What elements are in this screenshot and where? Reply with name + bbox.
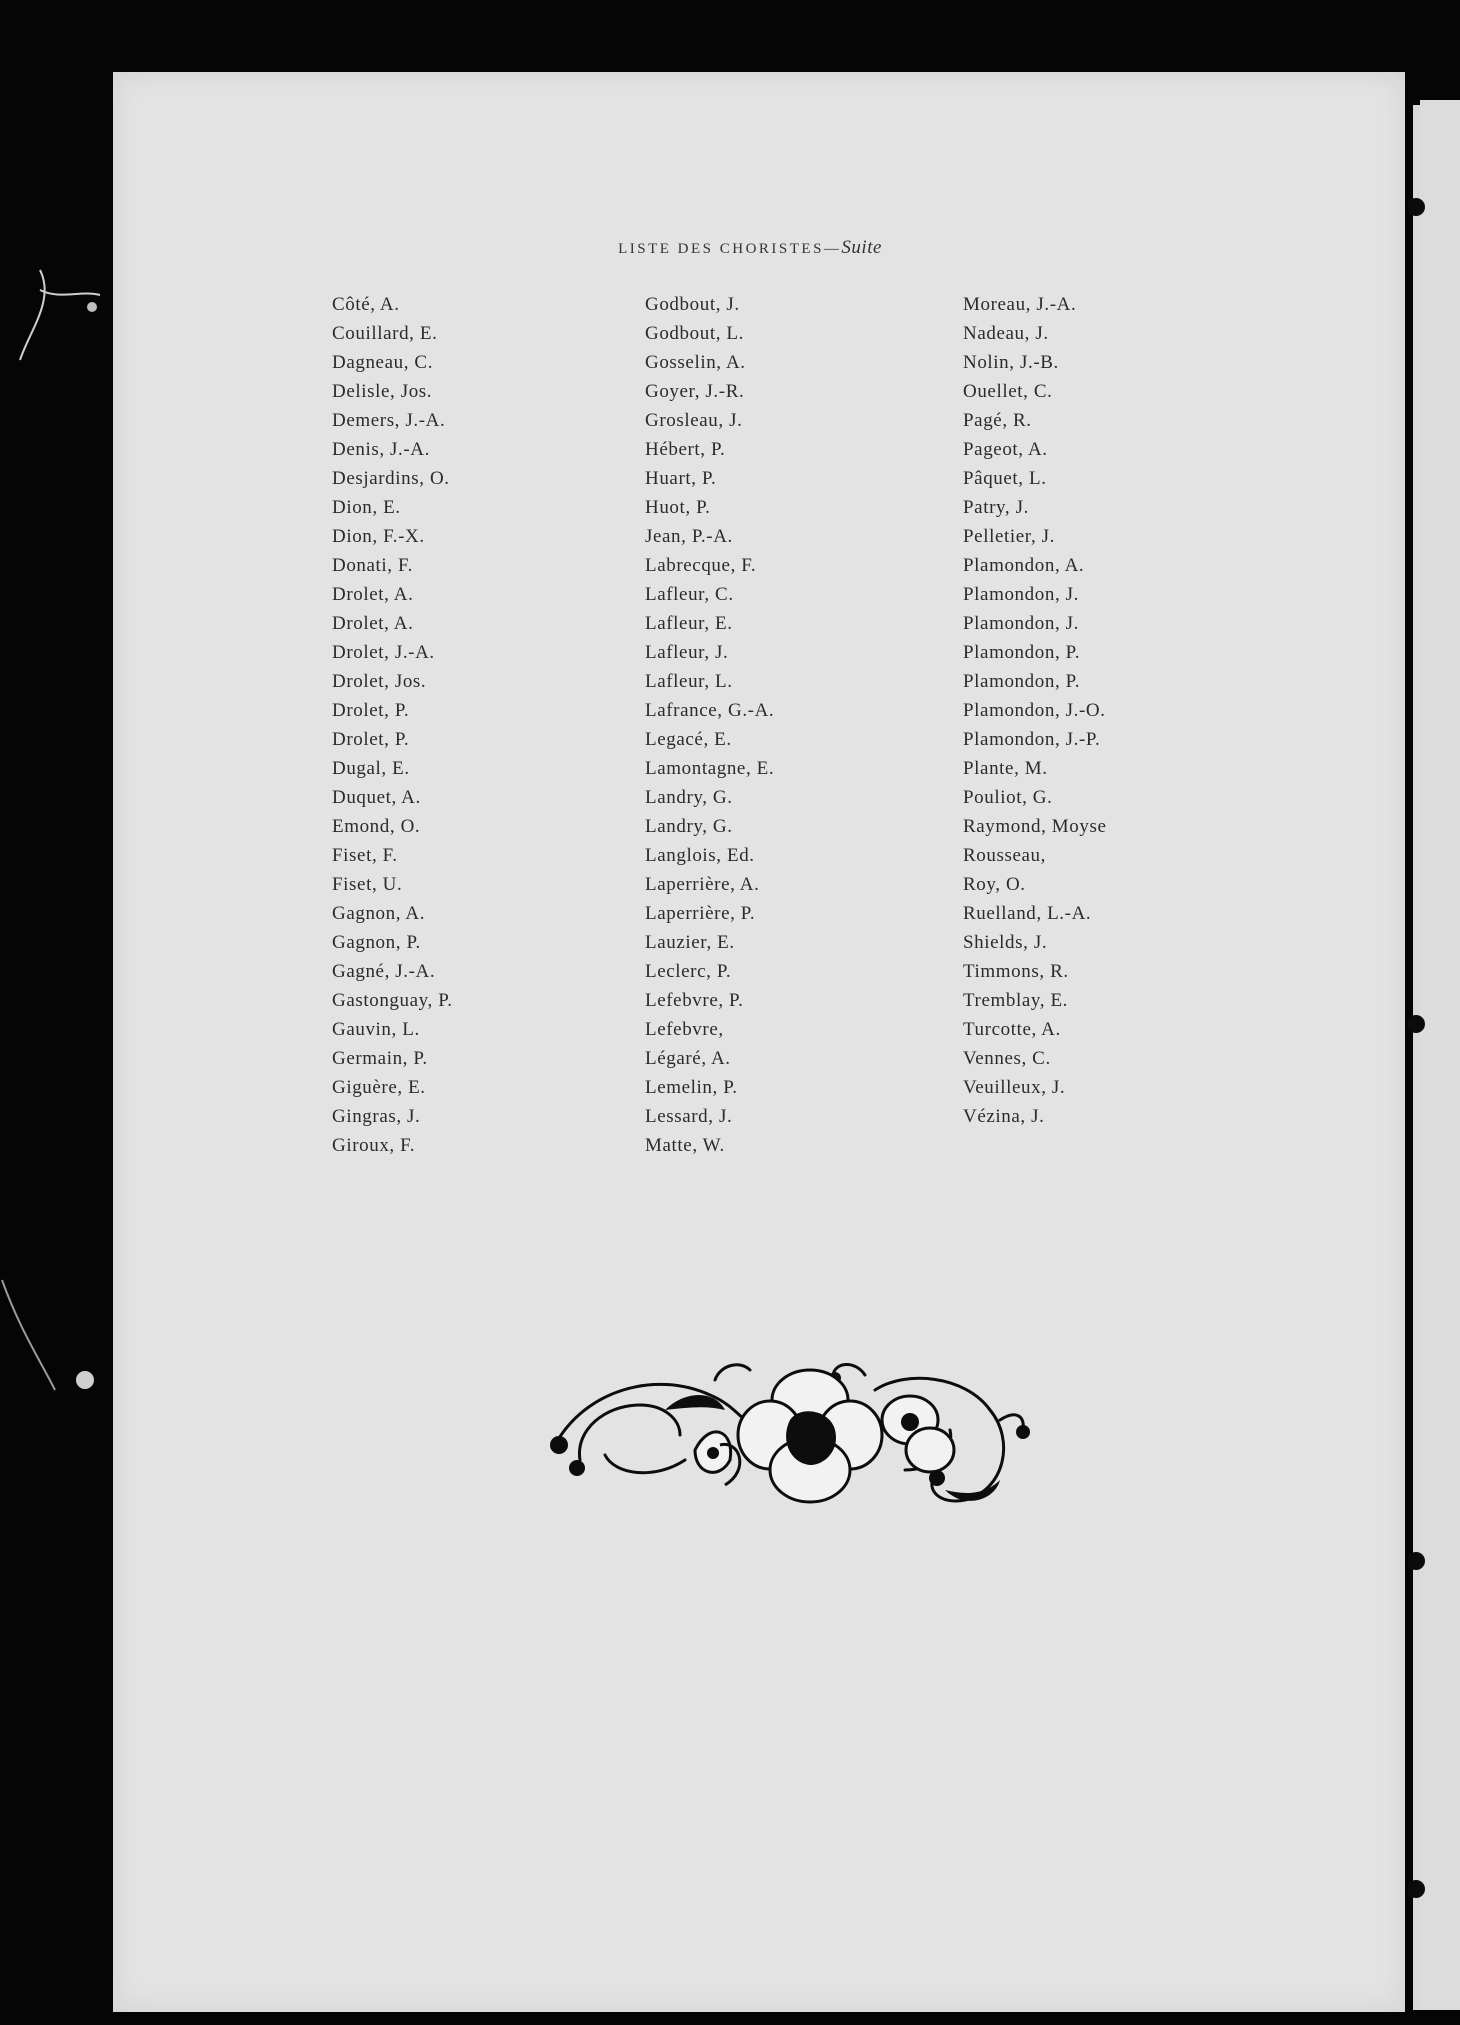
- chorister-name: Lafleur, J.: [645, 642, 729, 663]
- chorister-name: Dugal, E.: [332, 758, 410, 779]
- chorister-name: Labrecque, F.: [645, 555, 757, 576]
- chorister-name: Plante, M.: [963, 758, 1048, 779]
- chorister-name: Germain, P.: [332, 1048, 428, 1069]
- chorister-name: Dion, F.-X.: [332, 526, 425, 547]
- header-title: LISTE DES CHORISTES: [618, 241, 824, 257]
- chorister-name: Matte, W.: [645, 1135, 725, 1156]
- chorister-name: Drolet, P.: [332, 700, 410, 721]
- chorister-name: Plamondon, P.: [963, 671, 1081, 692]
- floral-pansy-ornament-icon: [545, 1350, 1035, 1525]
- chorister-name: Fiset, F.: [332, 845, 398, 866]
- chorister-name: Moreau, J.-A.: [963, 294, 1077, 315]
- chorister-name: Gagnon, P.: [332, 932, 421, 953]
- chorister-name: Lafleur, E.: [645, 613, 733, 634]
- chorister-name: Langlois, Ed.: [645, 845, 755, 866]
- chorister-name: Pageot, A.: [963, 439, 1048, 460]
- chorister-name: Landry, G.: [645, 816, 733, 837]
- chorister-name: Gagnon, A.: [332, 903, 426, 924]
- chorister-name: Gastonguay, P.: [332, 990, 453, 1011]
- chorister-name: Shields, J.: [963, 932, 1048, 953]
- binding-dot: [1407, 1552, 1425, 1570]
- chorister-name: Plamondon, A.: [963, 555, 1085, 576]
- chorister-name: Ruelland, L.-A.: [963, 903, 1092, 924]
- chorister-name: Lessard, J.: [645, 1106, 733, 1127]
- chorister-name: Veuilleux, J.: [963, 1077, 1066, 1098]
- chorister-name: Plamondon, J.-P.: [963, 729, 1101, 750]
- chorister-name: Côté, A.: [332, 294, 400, 315]
- chorister-name: Plamondon, J.: [963, 613, 1080, 634]
- chorister-name: Plamondon, J.: [963, 584, 1080, 605]
- chorister-name: Plamondon, J.-O.: [963, 700, 1106, 721]
- chorister-name: Patry, J.: [963, 497, 1029, 518]
- chorister-name: Plamondon, P.: [963, 642, 1081, 663]
- chorister-name: Dion, E.: [332, 497, 401, 518]
- chorister-name: Ouellet, C.: [963, 381, 1053, 402]
- chorister-name: Nadeau, J.: [963, 323, 1049, 344]
- binding-line: [1413, 105, 1420, 2010]
- header-suite: Suite: [841, 237, 882, 258]
- chorister-name: Vennes, C.: [963, 1048, 1051, 1069]
- chorister-name: Delisle, Jos.: [332, 381, 433, 402]
- chorister-name: Drolet, A.: [332, 584, 414, 605]
- chorister-name: Pâquet, L.: [963, 468, 1047, 489]
- chorister-name: Goyer, J.-R.: [645, 381, 745, 402]
- chorister-name: Demers, J.-A.: [332, 410, 446, 431]
- chorister-name: Roy, O.: [963, 874, 1026, 895]
- chorister-name: Giroux, F.: [332, 1135, 416, 1156]
- chorister-name: Rousseau,: [963, 845, 1046, 866]
- chorister-name: Couillard, E.: [332, 323, 438, 344]
- header-separator: —: [823, 241, 842, 257]
- chorister-name: Raymond, Moyse: [963, 816, 1107, 837]
- chorister-name: Vézina, J.: [963, 1106, 1045, 1127]
- chorister-name: Drolet, P.: [332, 729, 410, 750]
- chorister-name: Fiset, U.: [332, 874, 403, 895]
- binding-dot: [1407, 198, 1425, 216]
- chorister-name: Légaré, A.: [645, 1048, 731, 1069]
- chorister-name: Lemelin, P.: [645, 1077, 738, 1098]
- chorister-name: Leclerc, P.: [645, 961, 732, 982]
- chorister-name: Lafleur, C.: [645, 584, 734, 605]
- chorister-name: Landry, G.: [645, 787, 733, 808]
- chorister-name: Gagné, J.-A.: [332, 961, 436, 982]
- chorister-name: Godbout, L.: [645, 323, 744, 344]
- chorister-name: Gosselin, A.: [645, 352, 746, 373]
- name-column-3: [963, 290, 1107, 1131]
- chorister-name: Laperrière, A.: [645, 874, 760, 895]
- binding-dot: [1407, 1015, 1425, 1033]
- scan-margin-specks: [0, 0, 110, 1500]
- list-header: [0, 237, 1460, 259]
- chorister-name: Duquet, A.: [332, 787, 421, 808]
- chorister-name: Godbout, J.: [645, 294, 740, 315]
- chorister-name: Jean, P.-A.: [645, 526, 733, 547]
- chorister-name: Drolet, A.: [332, 613, 414, 634]
- chorister-name: Legacé, E.: [645, 729, 732, 750]
- chorister-name: Hébert, P.: [645, 439, 726, 460]
- chorister-name: Donati, F.: [332, 555, 414, 576]
- chorister-name: Lefebvre, P.: [645, 990, 744, 1011]
- chorister-name: Nolin, J.-B.: [963, 352, 1059, 373]
- chorister-name: Pouliot, G.: [963, 787, 1053, 808]
- chorister-name: Lauzier, E.: [645, 932, 735, 953]
- chorister-name: Laperrière, P.: [645, 903, 756, 924]
- binding-dot: [1407, 1880, 1425, 1898]
- chorister-name: Gingras, J.: [332, 1106, 421, 1127]
- chorister-name: Timmons, R.: [963, 961, 1069, 982]
- facing-page-edge: [1420, 100, 1460, 2010]
- chorister-name: Pagé, R.: [963, 410, 1032, 431]
- chorister-name: Huart, P.: [645, 468, 717, 489]
- chorister-name: Emond, O.: [332, 816, 421, 837]
- chorister-name: Drolet, Jos.: [332, 671, 427, 692]
- chorister-name: Pelletier, J.: [963, 526, 1055, 547]
- chorister-name: Giguère, E.: [332, 1077, 426, 1098]
- chorister-name: Lefebvre,: [645, 1019, 724, 1040]
- chorister-name: Dagneau, C.: [332, 352, 434, 373]
- chorister-name: Huot, P.: [645, 497, 711, 518]
- name-column-1: [332, 290, 453, 1160]
- chorister-name: Denis, J.-A.: [332, 439, 430, 460]
- chorister-name: Drolet, J.-A.: [332, 642, 435, 663]
- name-column-2: [645, 290, 774, 1160]
- chorister-name: Lafleur, L.: [645, 671, 733, 692]
- chorister-name: Desjardins, O.: [332, 468, 450, 489]
- chorister-name: Grosleau, J.: [645, 410, 743, 431]
- chorister-name: Gauvin, L.: [332, 1019, 420, 1040]
- chorister-name: Turcotte, A.: [963, 1019, 1061, 1040]
- chorister-name: Lamontagne, E.: [645, 758, 775, 779]
- chorister-name: Lafrance, G.-A.: [645, 700, 775, 721]
- chorister-name: Tremblay, E.: [963, 990, 1069, 1011]
